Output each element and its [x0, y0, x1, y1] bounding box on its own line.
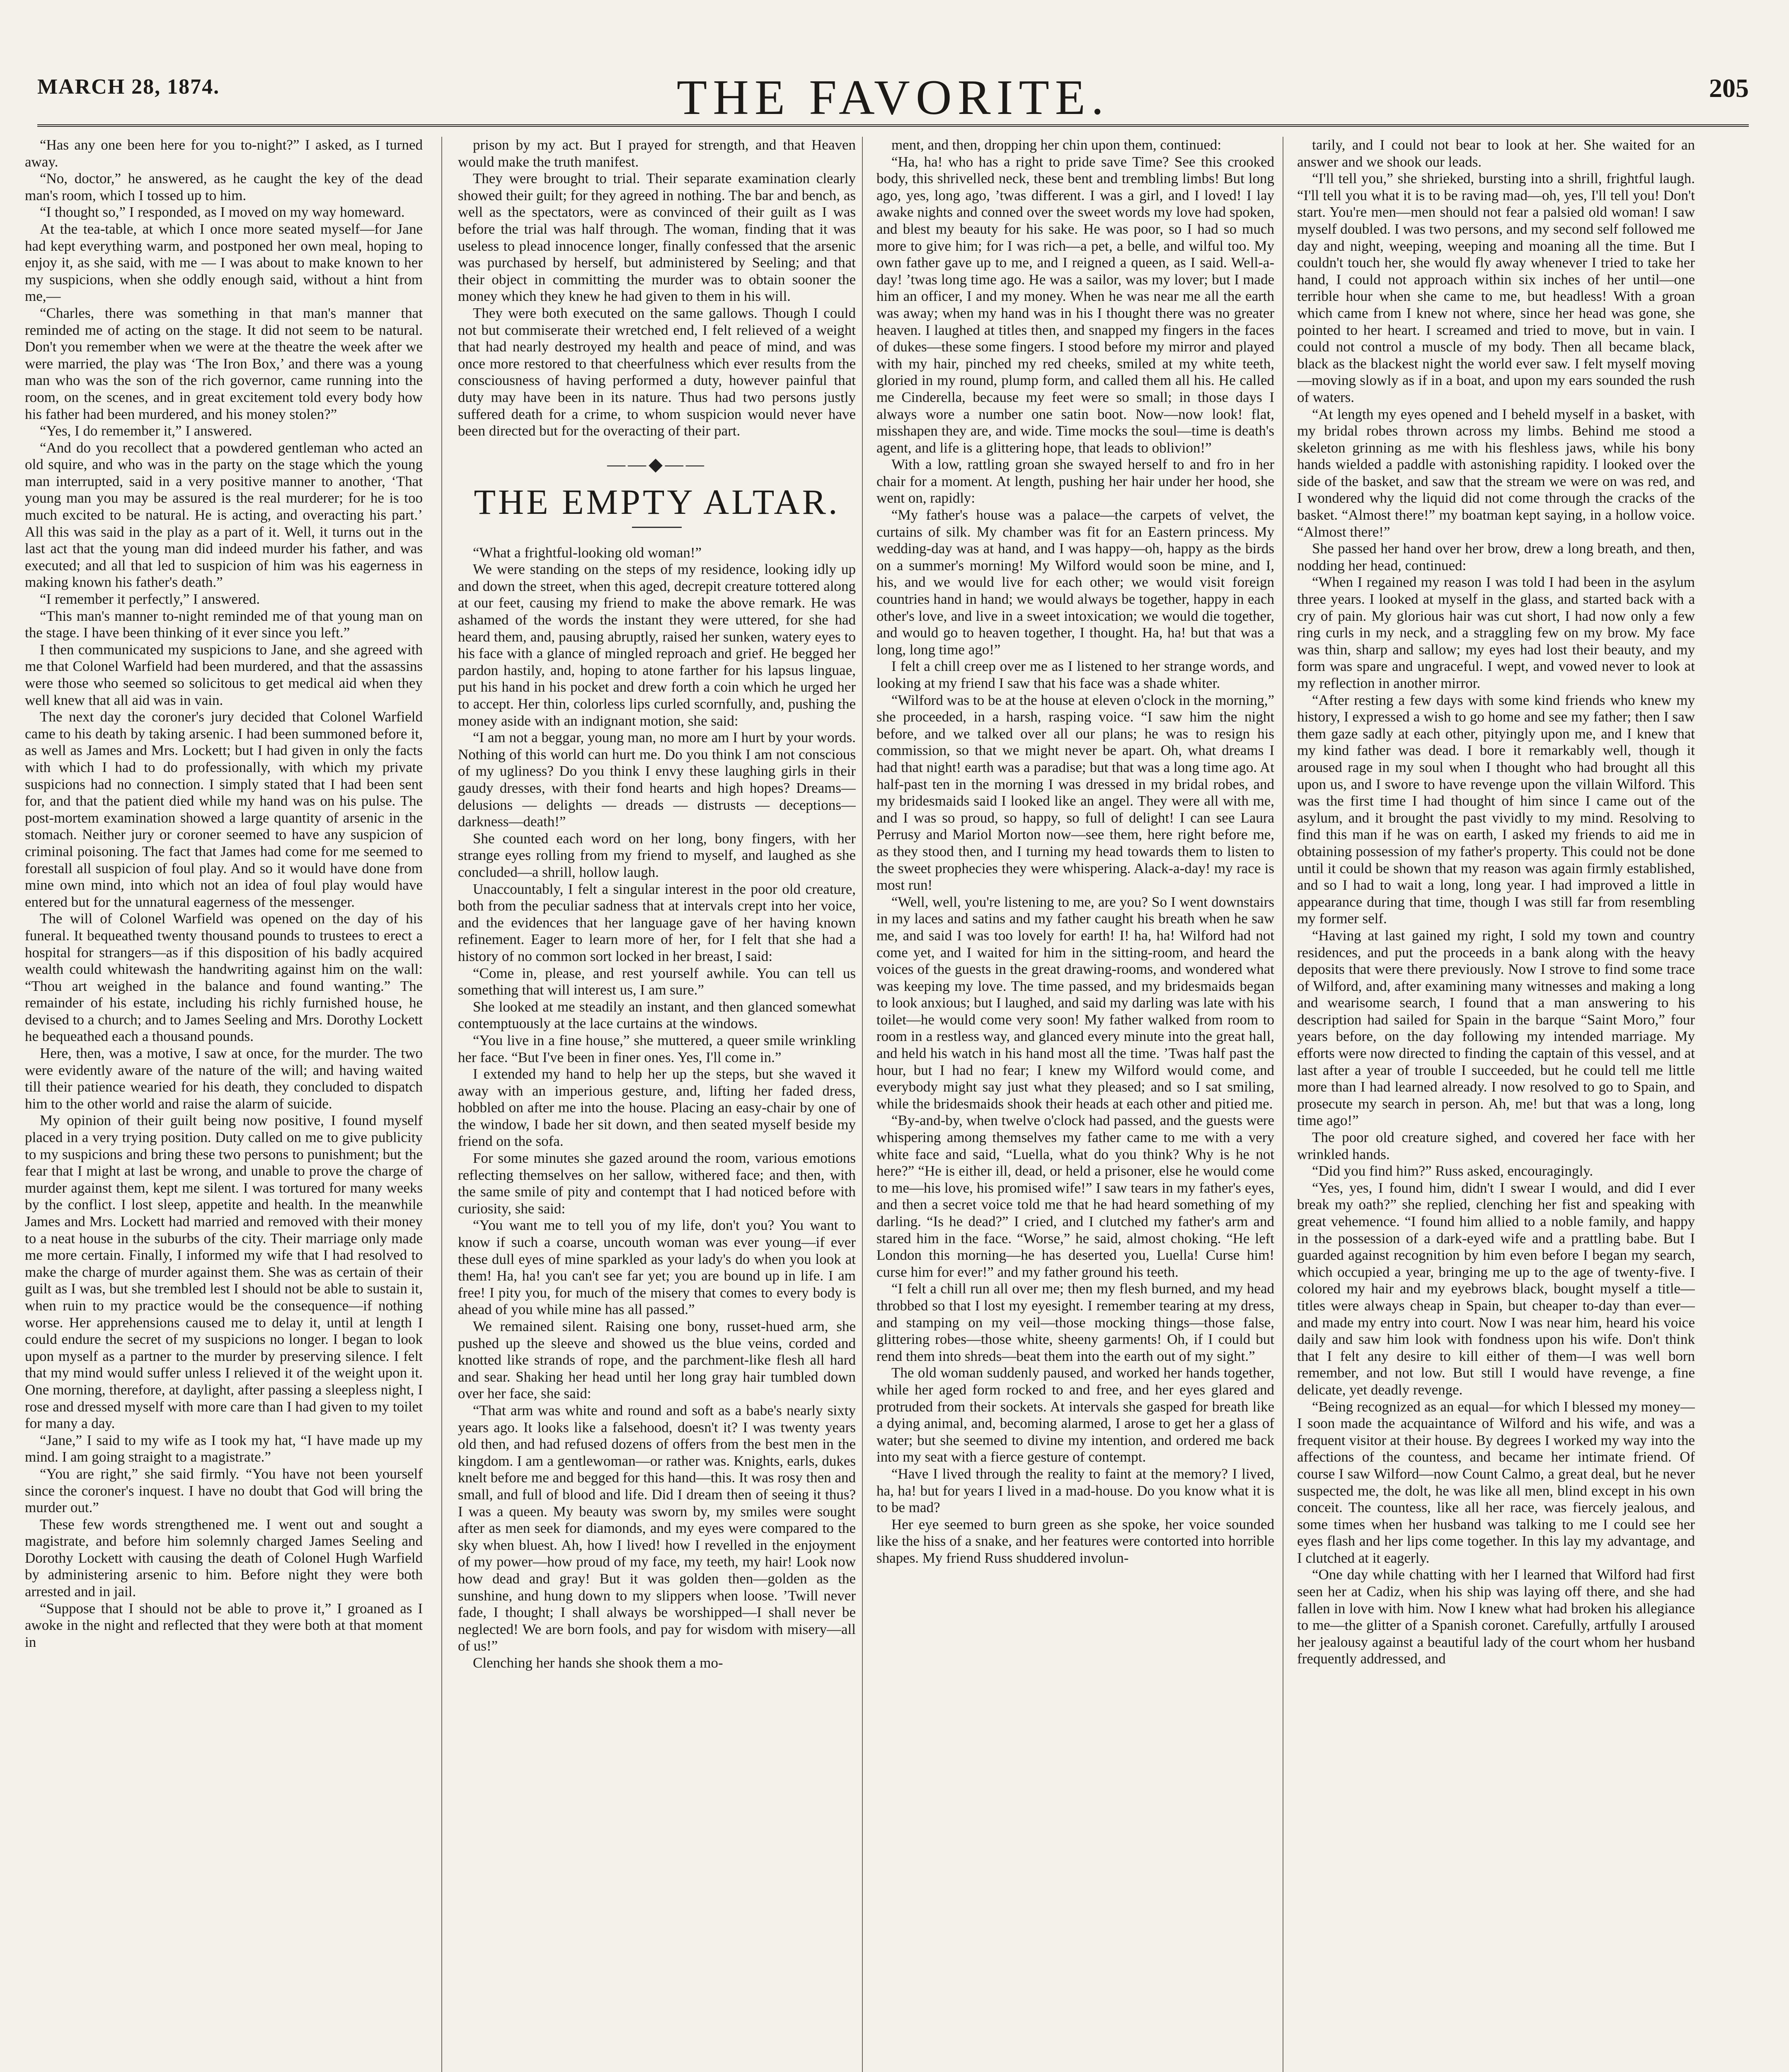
paragraph: “Yes, I do remember it,” I answered. — [40, 423, 252, 439]
paragraph: “Wilford was to be at the house at eleven o'clock in the morning,” she proceeded, in a harsh, rasping voice. “I saw him the night before, and we talked over all our plans; he was to resign his commission, so that we might never be apart. Oh, what dreams I had that night! earth was a paradise; but that was a long time ago. At half-past ten in the morning I was dressed in my bridal robes, and my bridesmaids said I looked like an angel. They were all with me, and I was so proud, so happy, so full of delight! I can see Laura Perrusy and Mariol Morton now—see them, here right before me, as they stood then, and I turning my head towards them to listen to the sweet prophecies they were whispering. Alack-a-day! my race is most run! — [876, 692, 1274, 893]
paragraph: prison by my act. But I prayed for strength, and that Heaven would make the truth manifest. — [458, 137, 856, 170]
story-heading — [458, 452, 856, 528]
paragraph: “You live in a fine house,” she muttered, a queer smile wrinkling her face. “But I've been in finer ones. Yes, I'll come in.” — [458, 1032, 856, 1065]
paragraph: My opinion of their guilt being now positive, I found myself placed in a very trying position. Duty called on me to give publicity to my suspicions and bring these two persons to punishment; but the fear that I might at last be wrong, and unable to prove the charge of murder against them, kept me silent. I was tortured for many weeks by the conflict. I lost sleep, appetite and health. In the meanwhile James and Mrs. Lockett had married and removed with their money to a neat house in the suburbs of the city. Their marriage only made me more certain. Finally, I informed my wife that I had resolved to make the charge of murder against them. She was as certain of their guilt as I was, but she trembled lest I should not be able to sustain it, when ruin to my practice would be the consequence—if nothing worse. Her apprehensions caused me to delay it, until at length I could endure the secret of my suspicions no longer. I began to look upon myself as a partner to the murder by preserving silence. I felt that my mind would suffer unless I relieved it of the weight upon it. One morning, therefore, at daylight, after passing a sleepless night, I rose and dressed myself with more care than I had given to my toilet for many a day. — [25, 1112, 423, 1432]
paragraph: “What a frightful-looking old woman!” — [473, 544, 702, 561]
paragraph: I felt a chill creep over me as I listened to her strange words, and looking at my friend I saw that his face was a shade whiter. — [876, 658, 1274, 691]
column-2 — [458, 137, 856, 2072]
paragraph: “At length my eyes opened and I beheld myself in a basket, with my bridal robes thrown across my limbs. Behind me stood a skeleton grinning as me with his fleshless jaws, while his bony hands wielded a paddle with astonishing rapidity. I looked over the side of the basket, and saw that the stream we were on was red, and I wondered why the liquid did not come through the cracks of the basket. “Almost there!” my boatman kept saying, in a hollow voice. “Almost there!” — [1297, 406, 1695, 540]
paragraph: “Come in, please, and rest yourself awhile. You can tell us something that will interest us, I am sure.” — [458, 965, 856, 998]
paragraph: They were brought to trial. Their separate examination clearly showed their guilt; for they agreed in nothing. The bar and bench, as well as the spectators, were as convinced of their guilt as I was before the trial was half through. The woman, finding that it was useless to plead innocence longer, finally confessed that the arsenic was purchased by herself, but administered by Seeling; and that their object in committing the murder was to obtain sooner the money which they knew he had given to them in his will. — [458, 170, 856, 305]
paragraph: tarily, and I could not bear to look at her. She waited for an answer and we shook our leads. — [1297, 137, 1695, 170]
paragraph: “Yes, yes, I found him, didn't I swear I would, and did I ever break my oath?” she replied, clenching her fist and speaking with great vehemence. “I found him allied to a noble family, and happy in the possession of a dark-eyed wife and a prattling babe. But I guarded against recognition by him even before I began my search, which occupied a year, bringing me up to the age of twenty-five. I colored my hair and my eyebrows black, bought myself a title—titles were always cheap in Spain, but cheaper to-day than ever—and made my entry into court. Now I was near him, heard his voice daily and saw him look with fondness upon his wife. Don't think that I felt any desire to kill either of them—I was well born remember, and not low. But still I would have revenge, a fine delicate, yet deadly revenge. — [1297, 1179, 1695, 1398]
paragraph: “Ha, ha! who has a right to pride save Time? See this crooked body, this shrivelled neck, these bent and trembling limbs! But long ago, yes, long ago, ’twas different. I was a girl, and I loved! I lay awake nights and conned over the sweet words my love had spoken, and blest my beauty for his sake. He was poor, so I had so much more to give him; for I was rich—a pet, a belle, and wilful too. My own father gave up to me, and I reigned a queen, as I said. Well-a-day! ’twas long time ago. He was a sailor, was my lover; but I made him an officer, I and my money. When he was near me all the earth was away; when my hand was in his I thought there was no greater heaven. I laughed at titles then, and snapped my fingers in the faces of dukes—these some fingers. I stood before my mirror and played with my hair, pinched my red cheeks, smiled at my white teeth, gloried in my round, plump form, and called them all his. He called me Cinderella, because my feet were so small; in those days I always wore a number one satin boot. Now—now look! flat, misshapen they are, and wide. Time mocks the soul—time is death's agent, and life is a glittering hope, that leads to oblivion!” — [876, 153, 1274, 456]
paragraph: “I felt a chill run all over me; then my flesh burned, and my head throbbed so that I lost my eyesight. I remember tearing at my dress, and stamping on my veil—those mocking things—those false, glittering robes—those white, sheeny garments! Oh, if I could but rend them into shreds—beat them into the earth out of my sight.” — [876, 1280, 1274, 1364]
paragraph: Clenching her hands she shook them a mo- — [473, 1654, 723, 1671]
paragraph: “No, doctor,” he answered, as he caught the key of the dead man's room, which I tossed up to him. — [25, 170, 423, 203]
paragraph: The will of Colonel Warfield was opened on the day of his funeral. It bequeathed twenty thousand pounds to trustees to erect a hospital for strangers—as if this disposition of his badly acquired wealth could whitewash the handwriting against him on the wall: “Thou art weighed in the balance and found wanting.” The remainder of his estate, including his richly furnished house, he devised to a church; and to James Seeling and Mrs. Dorothy Lockett he bequeathed each a thousand pounds. — [25, 910, 423, 1045]
paragraph: These few words strengthened me. I went out and sought a magistrate, and before him solemnly charged James Seeling and Dorothy Lockett with causing the death of Colonel Hugh Warfield by administering arsenic to him. Before night they were both arrested and in jail. — [25, 1516, 423, 1600]
paragraph: “Did you find him?” Russ asked, encouragingly. — [1312, 1163, 1593, 1179]
paragraph: “I thought so,” I responded, as I moved on my way homeward. — [40, 204, 405, 220]
paragraph: “I am not a beggar, young man, no more am I hurt by your words. Nothing of this world can hurt me. Do you think I am not conscious of my ugliness? Do you think I envy these laughing girls in their gaudy dresses, with their fond hearts and high hopes? Dreams—delusions — delights — dreads — distrusts — deceptions—darkness—death!” — [458, 729, 856, 830]
paragraph: “And do you recollect that a powdered gentleman who acted an old squire, and who was in the party on the stage which the young man interrupted, said in a very positive manner to another, ‘That young man you may be assured is the real murderer; for he is too much excited to be natural. He is acting, and overacting his part.’ All this was said in the play as a part of it. Well, it turns out in the last act that the young man did indeed murder his father, and was executed; and all that led to suspicion of him was his eagerness in making known his father's death.” — [25, 439, 423, 591]
publication-title: THE FAVORITE. — [676, 70, 1110, 125]
paragraph: “Well, well, you're listening to me, are you? So I went downstairs in my laces and satins and my father caught his breath when he saw me, and said I was too lovely for earth! I! ha, ha! Wilford had not come yet, and I waited for him in the sitting-room, and heard the voices of the guests in the great drawing-rooms, and wondered what was keeping my love. The time passed, and my bridesmaids began to look anxious; but I laughed, and said my darling was late with his toilet—he would come very soon! My father walked from room to room in a restless way, and glanced every minute into the great hall, and held his watch in his hand most all the time. ’Twas half past the hour, but I had no fear; I knew my Wilford would come, and everybody might say just what they pleased; and so I sat smiling, while the bridesmaids shook their heads at each other and pitied me. — [876, 893, 1274, 1112]
paragraph: “My father's house was a palace—the carpets of velvet, the curtains of silk. My chamber was fit for an Eastern princess. My wedding-day was at hand, and I was happy—oh, happy as the birds on a summer's morning! My Wilford would soon be mine, and I, his, and we would live for each other; we would visit foreign countries hand in hand; we would always be together, happy in each other's love, and live in a sweet intoxication; we would die together, and would go to heaven together, I thought. Ha, ha! but that was a long, long time ago!” — [876, 507, 1274, 658]
paragraph: She passed her hand over her brow, drew a long breath, and then, nodding her head, continued: — [1297, 540, 1695, 574]
paragraph: “By-and-by, when twelve o'clock had passed, and the guests were whispering among themselves my father came to me with a very white face and said, “Luella, what do you think? Why is he not here?” “He is either ill, dead, or held a prisoner, else he would come to me—his love, his promised wife!” I saw tears in my father's eyes, and then a secret voice told me that he had heard something of my darling. “Is he dead?” I cried, and I clutched my father's arm and stared him in the face. “Worse,” he said, almost choking. “He left London this morning—he has deserted you, Luella! Curse him! curse him for ever!” and my father ground his teeth. — [876, 1112, 1274, 1280]
paragraph: “Charles, there was something in that man's manner that reminded me of acting on the stage. It did not seem to be natural. Don't you remember when we were at the theatre the week after we were married, the play was ‘The Iron Box,’ and there was a young man who was the son of the rich governor, came running into the room, on the scenes, and in great excitement told every body how his father had been murdered, and his money stolen?” — [25, 305, 423, 422]
paragraph: “Being recognized as an equal—for which I blessed my money—I soon made the acquaintance of Wilford and his wife, and was a frequent visitor at their house. By degrees I worked my way into the affections of the countess, and became her intimate friend. Of course I saw Wilford—now Count Calmo, a great deal, but he never suspected me, the dolt, he was like all men, blind except in his own conceit. The countess, like all her race, was fiercely jealous, and some times when her husband was talking to me I could see her eyes flash and her lips come together. In this lay my advantage, and I clutched at it eagerly. — [1297, 1398, 1695, 1566]
paragraph: “I remember it perfectly,” I answered. — [40, 591, 260, 608]
paragraph: The next day the coroner's jury decided that Colonel Warfield came to his death by taking arsenic. I had been summoned before it, as well as James and Mrs. Lockett; but I had given in only the facts with which I had to do professionally, with which my private suspicions had no connection. I simply stated that I had been sent for, and that the patient died while my hand was on his pulse. The post-mortem examination showed a large quantity of arsenic in the stomach. Neither jury or coroner seemed to have any suspicion of criminal poisoning. The fact that James had come for me seemed to forestall all suspicion of foul play. And so it would have done from mine own mind, into which not an idea of foul play would have entered but for the unnatural eagerness of the messenger. — [25, 709, 423, 910]
column-1 — [25, 137, 423, 2072]
column-4 — [1297, 137, 1695, 2072]
paragraph: “When I regained my reason I was told I had been in the asylum three years. I looked at myself in the glass, and started back with a cry of pain. My glorious hair was cut short, I had now only a few ring curls in my neck, and a straggling few on my brow. My face was thin, sharp and sallow; my eyes had lost their beauty, and my form was spare and ungraceful. I wept, and vowed never to look at my reflection in another mirror. — [1297, 574, 1695, 691]
paragraph: For some minutes she gazed around the room, various emotions reflecting themselves on her sallow, withered face; and then, with the same smile of pity and contempt that I had noticed before with curiosity, she said: — [458, 1150, 856, 1217]
column-4-text — [1297, 137, 1695, 1668]
paragraph: “One day while chatting with her I learned that Wilford had first seen her at Cadiz, when his ship was laying off there, and she had fallen in love with him. Now I knew what had broken his allegiance to me—the glitter of a Spanish coronet. Carefully, artfully I aroused her jealousy against a beautiful lady of the court whom her husband frequently addressed, and — [1297, 1566, 1695, 1667]
paragraph: “Has any one been here for you to-night?” I asked, as I turned away. — [25, 137, 423, 170]
story-title: THE EMPTY ALTAR. — [474, 482, 840, 522]
paragraph: The old woman suddenly paused, and worked her hands together, while her aged form rocked to and free, and her eyes glared and protruded from their sockets. At intervals she gasped for breath like a dying animal, and, becoming alarmed, I arose to get her a glass of water; but she seemed to divine my intention, and ordered me back into my seat with a fierce gesture of contempt. — [876, 1365, 1274, 1465]
paragraph: “You want me to tell you of my life, don't you? You want to know if such a coarse, uncouth woman was ever young—if ever these dull eyes of mine sparkled as your lady's do when you look at them! Ha, ha! you can't see far yet; you are bound up in life. I am free! I pity you, for much of the misery that comes to every body is ahead of you while mine has all passed.” — [458, 1217, 856, 1318]
paragraph: Her eye seemed to burn green as she spoke, her voice sounded like the hiss of a snake, and her features were contorted into horrible shapes. My friend Russ shuddered involun- — [876, 1516, 1274, 1566]
column-rule — [441, 137, 442, 2072]
paragraph: At the tea-table, at which I once more seated myself—for Jane had kept everything warm, and postponed her own meal, hoping to enjoy it, as she said, with me — I was about to make known to her my suspicions, when she oddly enough said, without a hint from me,— — [25, 220, 423, 305]
page-number: 205 — [1709, 73, 1749, 103]
column-2-bottom-text — [458, 545, 856, 1672]
column-2-top-text — [458, 137, 856, 440]
paragraph: “That arm was white and round and soft as a babe's nearly sixty years ago. It looks like a falsehood, doesn't it? I was twenty years old then, and had refused dozens of offers from the best men in the kingdom. I am a gentlewoman—or rather was. Knights, earls, dukes knelt before me and begged for this hand—this. It was rosy then and small, and full of blood and life. Did I dream then of seeing it thus? I was a queen. My beauty was sworn by, my smiles were sought after as men seek for diamonds, and my eyes were compared to the sky when bluest. Ah, how I lived! how I revelled in the enjoyment of my power—how proud of my face, my teeth, my hair! Look now how dead and gray! But it was golden then—golden as the sunshine, and hung down to my slippers when loose. ’Twill never fade, I thought; I shall always be worshipped—I shall never be neglected! We are born fools, and pay for wisdom with misery—all of us!” — [458, 1402, 856, 1654]
column-3 — [876, 137, 1274, 2072]
paragraph: “Suppose that I should not be able to prove it,” I groaned as I awoke in the night and reflected that they were both at that moment in — [25, 1600, 423, 1650]
paragraph: “This man's manner to-night reminded me of that young man on the stage. I have been thinking of it ever since you left.” — [25, 608, 423, 641]
paragraph: I extended my hand to help her up the steps, but she waved it away with an imperious gesture, and, lifting her faded dress, hobbled on after me into the house. Placing an easy-chair by one of the window, I bade her sit down, and then seated myself beside my friend on the sofa. — [458, 1066, 856, 1150]
paragraph: She looked at me steadily an instant, and then glanced somewhat contemptuously at the lace curtains at the windows. — [458, 998, 856, 1032]
paragraph: Unaccountably, I felt a singular interest in the poor old creature, both from the peculiar sadness that at intervals crept into her voice, and the evidences that her language gave of her having known refinement. Eager to learn more of her, for I felt that she had a history of no common sort locked in her breast, I said: — [458, 881, 856, 964]
ornament-rule: ——◆—— — [607, 454, 707, 474]
paragraph: I then communicated my suspicions to Jane, and she agreed with me that Colonel Warfield had been murdered, and that the assassins were those who seemed so solicitous to get medical aid when they well knew that all aid was in vain. — [25, 641, 423, 708]
column-rule — [862, 137, 863, 2072]
paragraph: “You are right,” she said firmly. “You have not been yourself since the coroner's inquest. I have no doubt that God will bring the murder out.” — [25, 1465, 423, 1516]
paragraph: ment, and then, dropping her chin upon them, continued: — [891, 137, 1222, 153]
paragraph: “Have I lived through the reality to faint at the memory? I lived, ha, ha! but for years I lived in a mad-house. Do you know what it is to be mad? — [876, 1465, 1274, 1516]
column-1-text — [25, 137, 423, 1651]
paragraph: “Jane,” I said to my wife as I took my hat, “I have made up my mind. I am going straight to a magistrate.” — [25, 1432, 423, 1465]
paragraph: “I'll tell you,” she shrieked, bursting into a shrill, frightful laugh. “I'll tell you what it is to be raving mad—oh, yes, I'll tell you! Don't start. You're men—men should not fear a palsied old woman! I saw myself doubled. I was two persons, and my second self followed me day and night, weeping, weeping and moaning all the time. But I couldn't touch her, she would fly away whenever I tried to take her hand, I could not approach within six inches of her until—one terrible hour when she came to me, but headless! With a groan which came from I knew not where, since her head was gone, she pointed to her heart. I screamed and tried to move, but in vain. I could not control a muscle of my body. Then all became black, black as the blackest night the world ever saw. I felt myself moving—moving slowly as if in a boat, and upon my ears sounded the rush of waters. — [1297, 170, 1695, 405]
paragraph: Here, then, was a motive, I saw at once, for the murder. The two were evidently aware of the nature of the will; and having waited till their patience wearied for his death, they concluded to dispatch him to the other world and raise the alarm of suicide. — [25, 1045, 423, 1112]
paragraph: “After resting a few days with some kind friends who knew my history, I expressed a wish to go home and see my father; then I saw them gaze sadly at each other, pityingly upon me, and I knew that my kind father was dead. I bore it remarkably well, though it aroused rage in my soul when I thought who had brought all this upon us, and I swore to have revenge upon the villain Wilford. This was the first time I had thought of him since I came out of the asylum, and it brought the past vividly to my mind. Resolving to find this man if he was on earth, I asked my friends to aid me in obtaining possession of my father's property. This could not be done until it could be shown that my reason was again firmly established, and so I had to wait a long, long year. I had improved a little in appearance during that time, though I was still far from resembling my former self. — [1297, 692, 1695, 927]
issue-date: MARCH 28, 1874. — [37, 75, 220, 99]
column-3-text — [876, 137, 1274, 1566]
paragraph: We remained silent. Raising one bony, russet-hued arm, she pushed up the sleeve and showed us the blue veins, corded and knotted like strands of rope, and the parchment-like flesh all hard and sear. Shaking her head until her long gray hair tumbled down over her face, she said: — [458, 1318, 856, 1402]
paragraph: The poor old creature sighed, and covered her face with her wrinkled hands. — [1297, 1129, 1695, 1162]
paragraph: They were both executed on the same gallows. Though I could not but commiserate their wretched end, I felt relieved of a weight that had nearly destroyed my health and peace of mind, and was once more restored to that cheerfulness which ever results from the consciousness of having performed a duty, however painful that duty may have been in its nature. Thus had two persons justly suffered death for a crime, to whom suspicion would never have been directed but for the overacting of their part. — [458, 305, 856, 439]
paragraph: She counted each word on her long, bony fingers, with her strange eyes rolling from my friend to myself, and laughed as she concluded—a shrill, hollow laugh. — [458, 830, 856, 880]
paragraph: “Having at last gained my right, I sold my town and country residences, and put the proceeds in a bank along with the heavy deposits that were there previously. Now I strove to find some trace of Wilford, and, after examining many witnesses and making a long and wearisome search, I found that a man answering to his description had sailed for Spain in the barque “Saint Moro,” four years before, on the day following my intended marriage. My efforts were now directed to finding the captain of this vessel, and at last after a year of trouble I succeeded, but he could tell me little more than I had learned already. I now resolved to go to Spain, and prosecute my search in person. Ah, me! but that was a long, long time ago!” — [1297, 927, 1695, 1129]
masthead — [37, 70, 1749, 127]
paragraph: We were standing on the steps of my residence, looking idly up and down the street, when this aged, decrepit creature tottered along at our feet, causing my friend to make the above remark. He was ashamed of the words the instant they were uttered, for she had heard them, and, pausing abruptly, raised her sunken, watery eyes to his face with a glance of mingled reproach and grief. He begged her pardon hastily, and, hoping to atone farther for his lapsus linguae, put his hand in his pocket and drew forth a coin which he urged her to accept. Her thin, colorless lips curled scornfully, and, pushing the money aside with an indignant motion, she said: — [458, 561, 856, 729]
paragraph: With a low, rattling groan she swayed herself to and fro in her chair for a moment. At length, pushing her hair under her hood, she went on, rapidly: — [876, 456, 1274, 506]
title-underline — [632, 527, 682, 528]
